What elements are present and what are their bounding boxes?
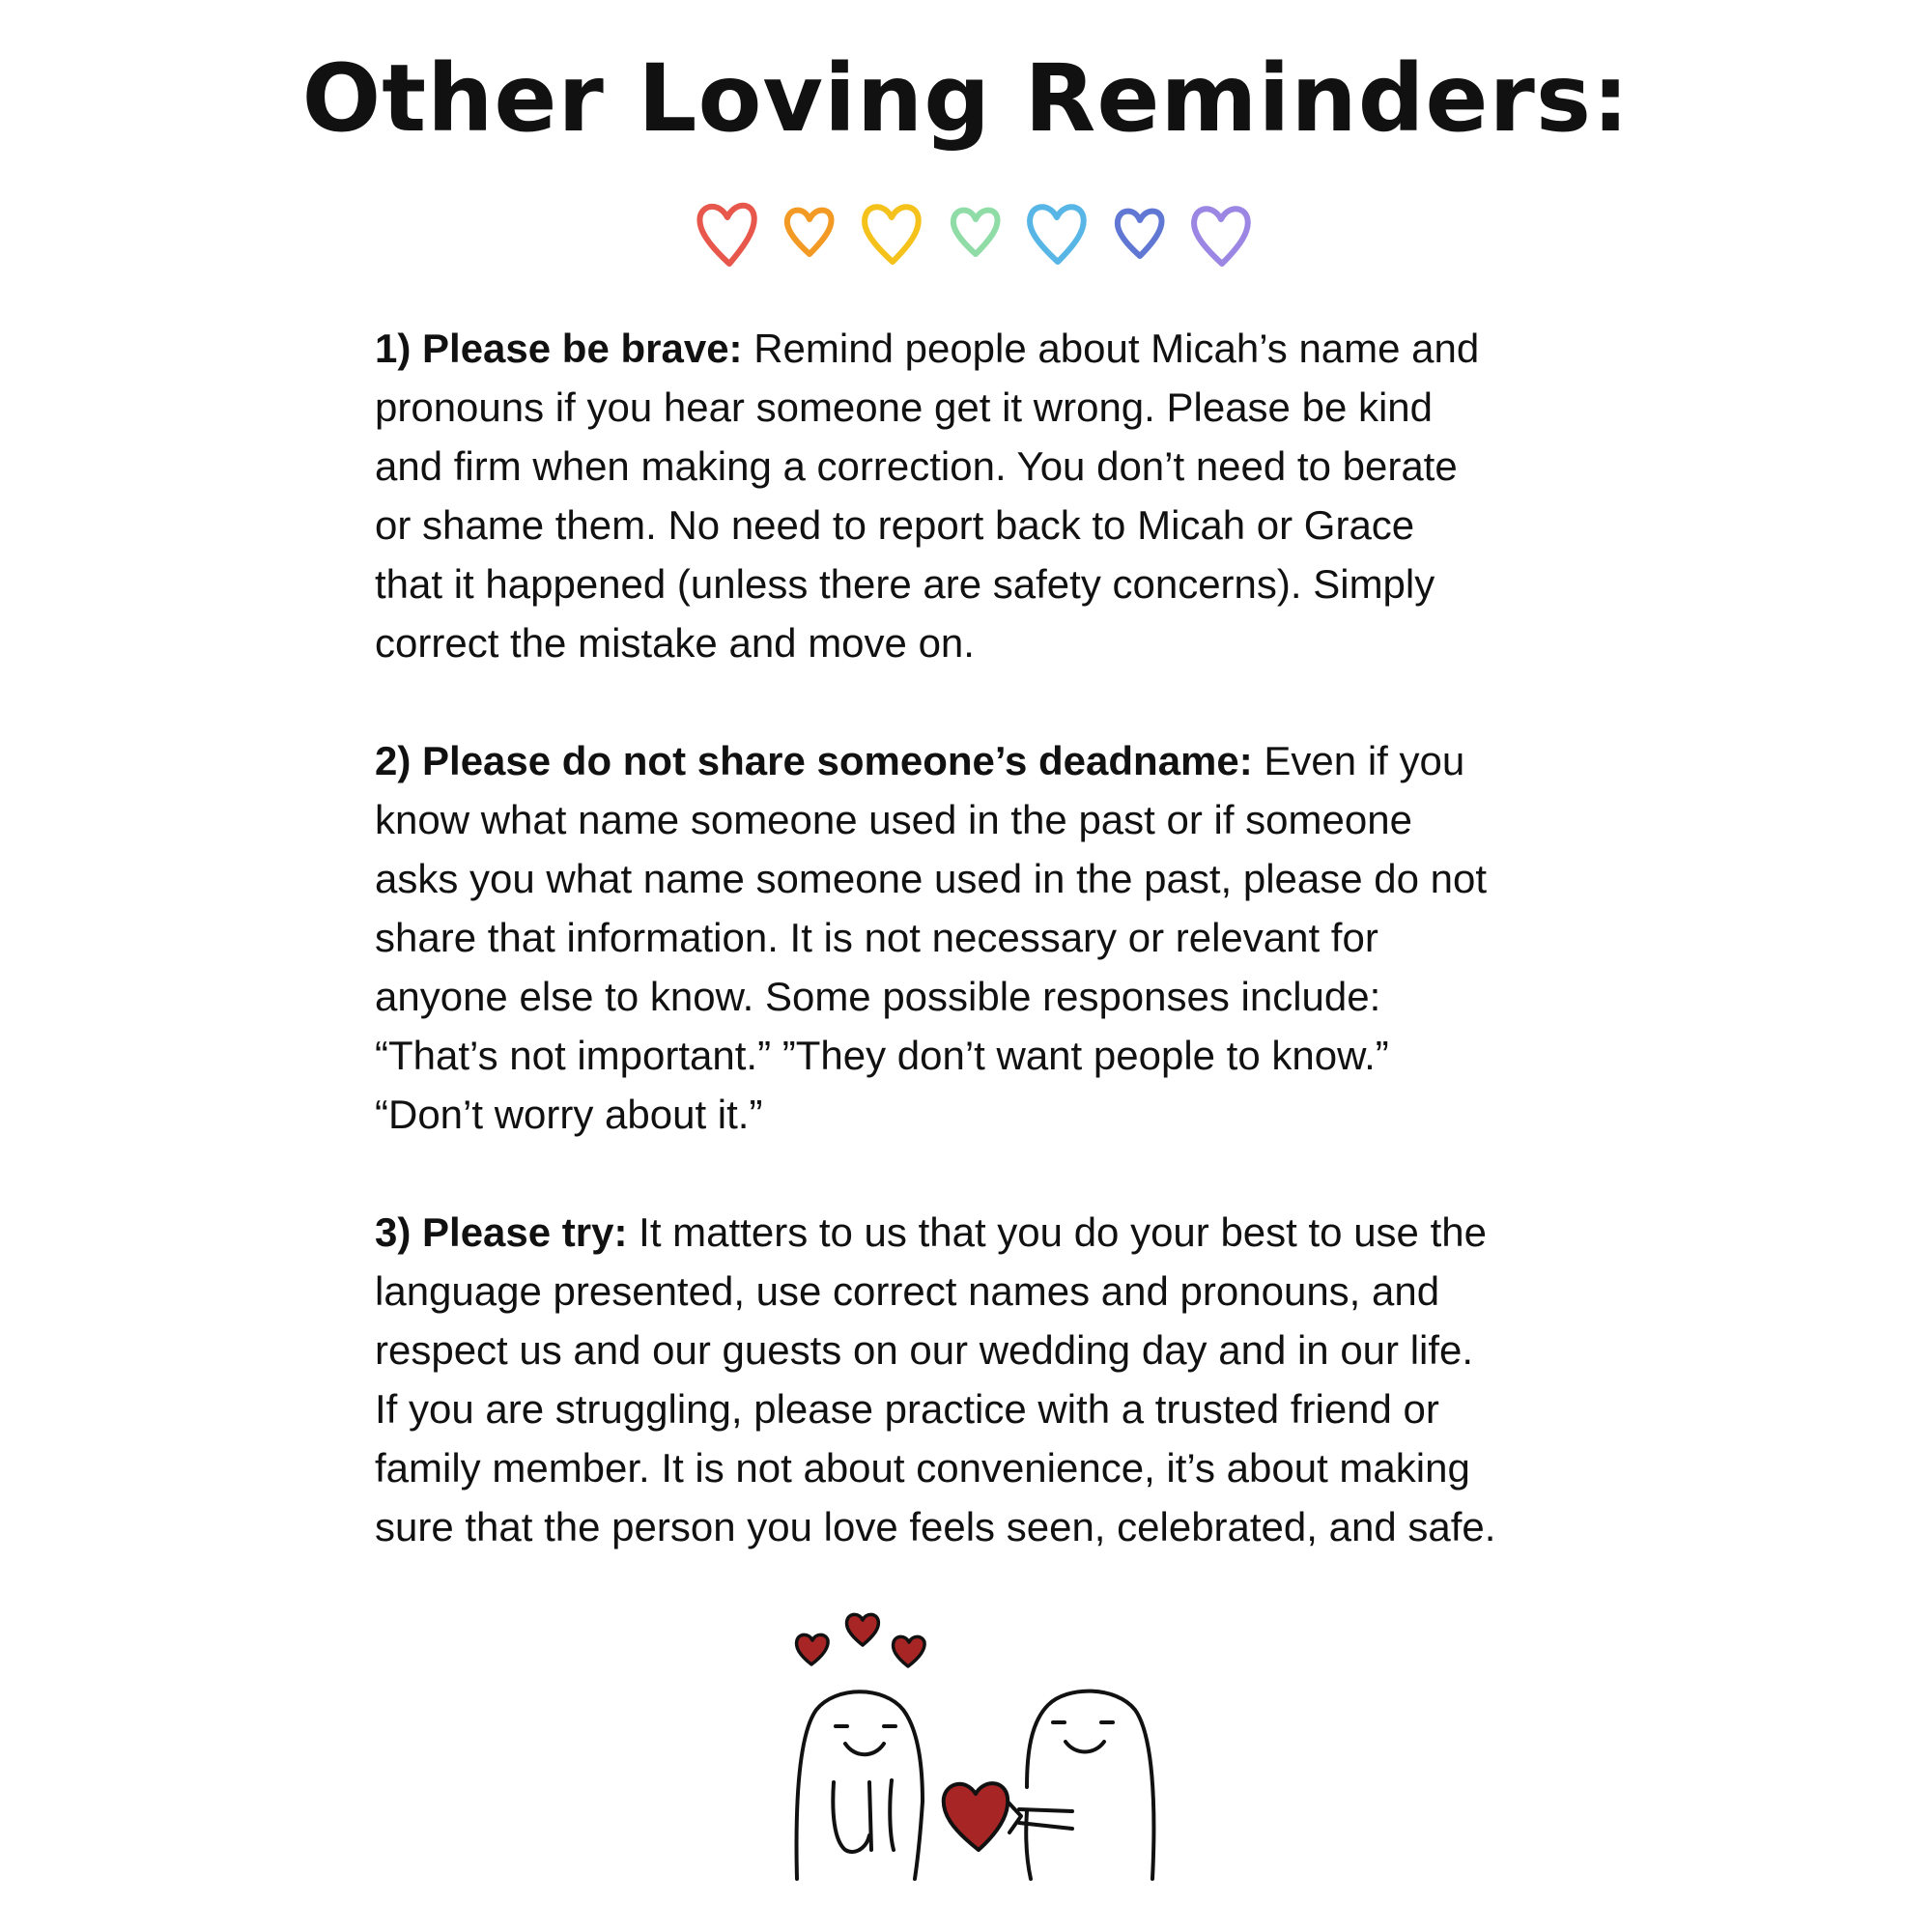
reminder-text: It matters to us that you do your best to use the bbox=[627, 1209, 1487, 1255]
floating-heart-icon-left bbox=[797, 1634, 829, 1664]
held-heart-icon bbox=[944, 1783, 1008, 1850]
heart-icon-blue bbox=[1030, 207, 1084, 262]
reminder-item-1 bbox=[375, 319, 1592, 672]
reminder-line: “Don’t worry about it.” bbox=[375, 1092, 763, 1137]
reminder-line: sure that the person you love feels seen, celebrated, and safe. bbox=[375, 1504, 1496, 1549]
heart-icon-red bbox=[699, 206, 753, 264]
reminder-line: family member. It is not about convenience, it’s about making bbox=[375, 1445, 1470, 1491]
couple-illustration bbox=[778, 1608, 1174, 1884]
reminder-line bbox=[375, 319, 1592, 378]
reminder-line: respect us and our guests on our wedding day and in our life. bbox=[375, 1327, 1474, 1373]
reminder-line: or shame them. No need to report back to Micah or Grace bbox=[375, 502, 1415, 548]
heart-icon-violet bbox=[1194, 209, 1248, 264]
page-title: Other Loving Reminders: bbox=[301, 44, 1631, 153]
couple-with-heart-icon bbox=[778, 1608, 1174, 1884]
reminder-text: Even if you bbox=[1252, 738, 1465, 783]
rainbow-hearts-icon bbox=[696, 198, 1256, 270]
reminder-line: know what name someone used in the past or if someone bbox=[375, 797, 1412, 842]
reminder-heading: 2) Please do not share someone’s deadname: bbox=[375, 738, 1253, 783]
heart-icon-orange bbox=[787, 211, 832, 254]
reminder-heading: 1) Please be brave: bbox=[375, 326, 743, 371]
heart-icon-yellow bbox=[865, 207, 919, 262]
floating-heart-icon-center bbox=[847, 1614, 879, 1645]
reminder-heading: 3) Please try: bbox=[375, 1209, 628, 1255]
reminder-line: “That’s not important.” ”They don’t want people to know.” bbox=[375, 1033, 1389, 1078]
heart-icon-indigo bbox=[1118, 212, 1162, 256]
reminder-line: correct the mistake and move on. bbox=[375, 620, 975, 666]
reminder-line: that it happened (unless there are safety concerns). Simply bbox=[375, 561, 1435, 607]
reminder-line: and firm when making a correction. You don’t need to berate bbox=[375, 443, 1458, 489]
reminder-line: share that information. It is not necessary or relevant for bbox=[375, 915, 1378, 960]
heart-icon-green bbox=[953, 211, 998, 254]
reminder-line: If you are struggling, please practice with a trusted friend or bbox=[375, 1386, 1439, 1432]
reminder-line: asks you what name someone used in the past, please do not bbox=[375, 856, 1488, 901]
reminder-item-3 bbox=[375, 1203, 1592, 1556]
reminder-line bbox=[375, 731, 1592, 790]
reminder-text: Remind people about Micah’s name and bbox=[742, 326, 1480, 371]
floating-heart-icon-right bbox=[894, 1636, 925, 1666]
reminder-line bbox=[375, 1203, 1592, 1262]
rainbow-hearts-row bbox=[696, 198, 1256, 270]
reminder-line: language presented, use correct names and pronouns, and bbox=[375, 1268, 1440, 1314]
reminder-item-2 bbox=[375, 731, 1592, 1144]
reminder-line: anyone else to know. Some possible responses include: bbox=[375, 974, 1381, 1019]
reminder-line: pronouns if you hear someone get it wrong. Please be kind bbox=[375, 384, 1434, 430]
reminders-list bbox=[375, 319, 1592, 1615]
